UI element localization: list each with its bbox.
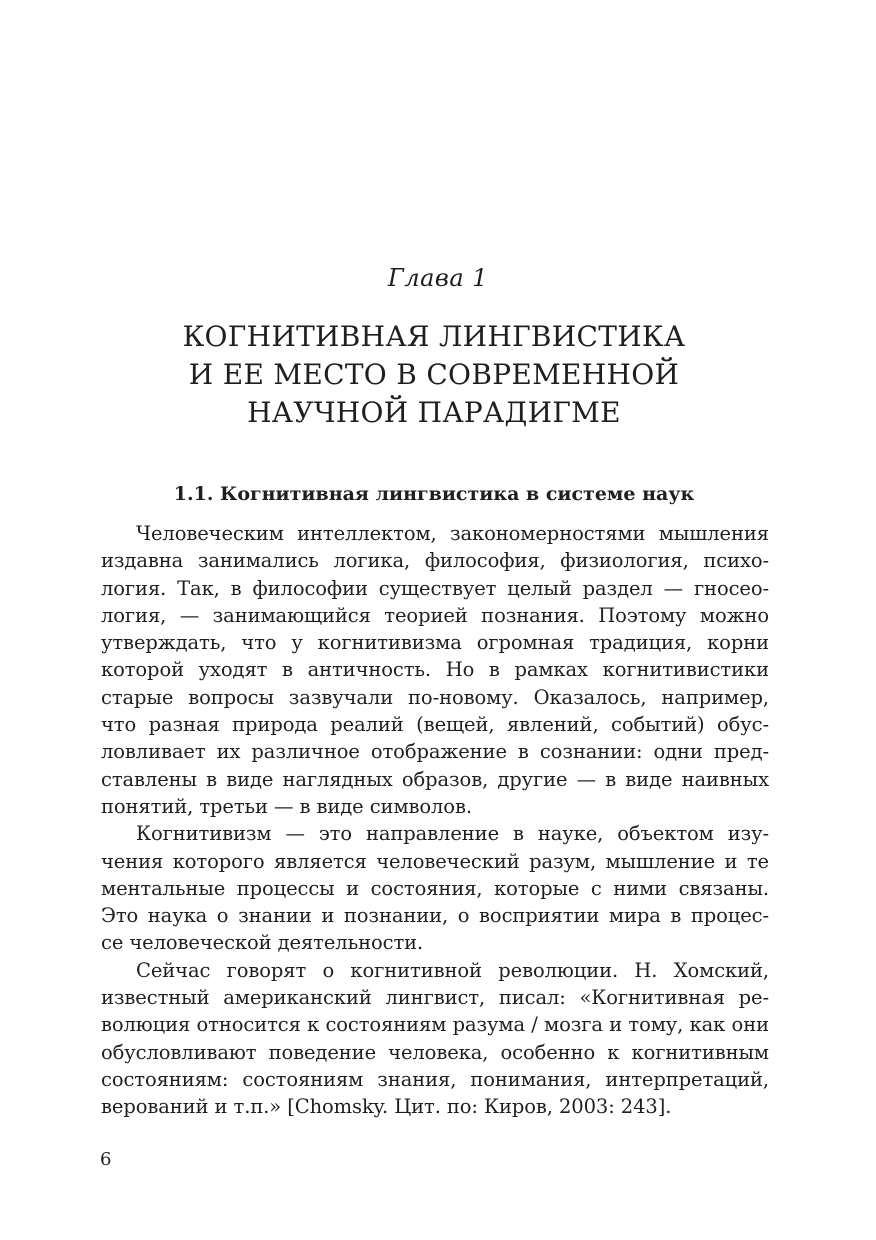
text-line: чения которого является человеческий разум, мышление и те <box>101 849 769 873</box>
text-line: волюция относится к состояниям разума / мозга и тому, как они <box>101 1013 769 1037</box>
text-line: утверждать, что у когнитивизма огромная традиция, корни <box>101 631 769 655</box>
text-line: се человеческой деятельности. <box>101 931 424 955</box>
text-line: логия, — занимающийся теорией познания. Поэтому можно <box>101 603 769 627</box>
chapter-label: Глава 1 <box>387 264 489 292</box>
text-line: ментальные процессы и состояния, которые с ними связаны. <box>101 876 769 900</box>
text-line: издавна занимались логика, философия, физиология, психо- <box>101 549 769 573</box>
text-line: что разная природа реалий (вещей, явлений, событий) обус- <box>101 713 769 737</box>
text-line: Когнитивизм — это направление в науке, объектом изу- <box>136 822 769 846</box>
text-line: Это наука о знании и познании, о восприятии мира в процес- <box>101 904 769 928</box>
text-line: известный американский лингвист, писал: «Когнитивная ре- <box>101 986 769 1010</box>
text-line: логия. Так, в философии существует целый раздел — гносео- <box>101 576 769 600</box>
text-line: состояниям: состояниям знания, понимания, интерпретаций, <box>101 1067 769 1091</box>
text-line: ставлены в виде наглядных образов, другие — в виде наивных <box>101 767 769 791</box>
text-line: Сейчас говорят о когнитивной революции. Н. Хомский, <box>136 958 769 982</box>
text-line: старые вопросы зазвучали по-новому. Оказалось, например, <box>101 685 769 709</box>
text-line: понятий, третьи — в виде символов. <box>101 794 472 818</box>
chapter-title-line: НАУЧНОЙ ПАРАДИГМЕ <box>247 396 621 429</box>
chapter-title <box>100 318 768 432</box>
page-number: 6 <box>100 1149 112 1170</box>
text-line: Человеческим интеллектом, закономерностями мышления <box>136 522 769 545</box>
chapter-title-line: И ЕЕ МЕСТО В СОВРЕМЕННОЙ <box>188 358 680 391</box>
text-line: ловливает их различное отображение в сознании: одни пред- <box>101 740 769 764</box>
text-line: которой уходят в античность. Но в рамках когнитивистики <box>101 658 769 682</box>
text-line: верований и т.п.» [Chomsky. Цит. по: Киров, 2003: 243]. <box>101 1095 672 1119</box>
chapter-title-line: КОГНИТИВНАЯ ЛИНГВИСТИКА <box>182 320 686 353</box>
text-line: обусловливают поведение человека, особенно к когнитивным <box>101 1040 769 1064</box>
section-heading: 1.1. Когнитивная лингвистика в системе наук <box>173 483 695 505</box>
body-text <box>101 520 769 1121</box>
